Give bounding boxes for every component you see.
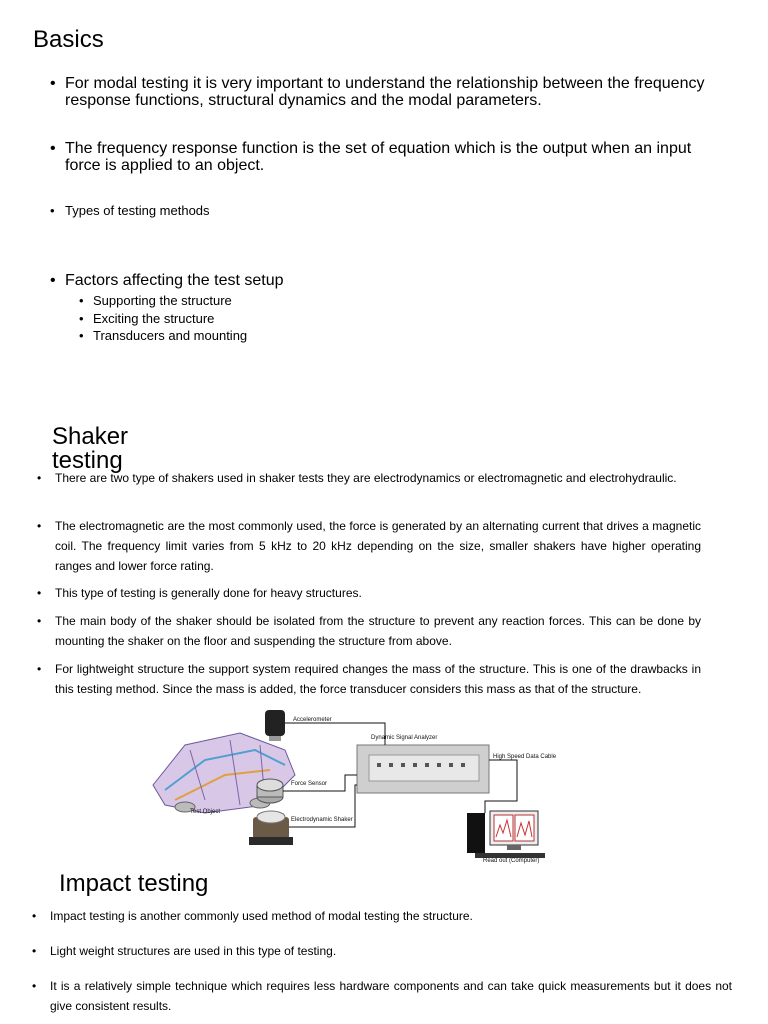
list-item bbox=[50, 75, 710, 109]
bullet-icon: • bbox=[37, 519, 42, 533]
bullet-icon: • bbox=[79, 293, 84, 308]
force-sensor-icon bbox=[257, 779, 283, 803]
label-data-cable: High Speed Data Cable bbox=[493, 754, 557, 760]
accelerometer-icon bbox=[265, 710, 285, 741]
list-item-text: The frequency response function is the set of equation which is the output when an input force is applied to an object. bbox=[65, 140, 692, 174]
bullet-icon: • bbox=[32, 909, 37, 923]
list-item bbox=[37, 516, 701, 576]
signal-analyzer-icon bbox=[357, 745, 489, 793]
list-item bbox=[50, 203, 210, 218]
list-item-text: Factors affecting the test setup bbox=[65, 272, 284, 289]
diagram-graphic bbox=[145, 705, 565, 870]
list-item bbox=[37, 659, 701, 699]
list-item bbox=[32, 941, 732, 961]
shaker-icon bbox=[249, 811, 293, 845]
sub-list-item: • Transducers and mounting bbox=[79, 328, 248, 343]
label-signal-analyzer: Dynamic Signal Analyzer bbox=[371, 735, 438, 741]
list-item-text: Types of testing methods bbox=[65, 203, 210, 218]
list-item bbox=[37, 583, 701, 603]
list-item bbox=[50, 272, 284, 290]
bullet-icon: • bbox=[50, 203, 55, 218]
bullet-icon: • bbox=[37, 586, 42, 600]
label-readout: Read out (Computer) bbox=[483, 858, 540, 864]
label-accelerometer: Accelerometer bbox=[293, 717, 332, 723]
list-item bbox=[37, 468, 701, 488]
list-item-text: The main body of the shaker should be isolated from the structure to prevent any reaction forces. This can be done by mounting the shaker on the floor and suspending the structure from above. bbox=[55, 614, 701, 648]
list-item-text: Impact testing is another commonly used method of modal testing the structure. bbox=[50, 909, 473, 923]
list-item-text: This type of testing is generally done for heavy structures. bbox=[55, 586, 362, 600]
bullet-icon: • bbox=[79, 311, 84, 326]
bullet-icon: • bbox=[50, 272, 56, 289]
label-test-object: Test Object bbox=[190, 809, 221, 815]
sub-list-item: • Supporting the structure bbox=[79, 293, 232, 308]
list-item-text: Light weight structures are used in this type of testing. bbox=[50, 944, 337, 958]
list-item bbox=[32, 906, 732, 926]
list-item-text: For lightweight structure the support system required changes the mass of the structure. This is one of the drawbacks in this testing method. Since the mass is added, the force transducer considers this mass as that of the structure. bbox=[55, 662, 701, 696]
computer-icon bbox=[467, 811, 545, 858]
bullet-icon: • bbox=[32, 944, 37, 958]
list-item-text: It is a relatively simple technique which requires less hardware components and can take quick measurements but it does not give consistent results. bbox=[50, 979, 732, 1013]
section-title-impact: Impact testing bbox=[59, 870, 209, 897]
bullet-icon: • bbox=[32, 979, 37, 993]
label-shaker: Electrodynamic Shaker bbox=[291, 817, 353, 823]
list-item bbox=[32, 976, 732, 1016]
bullet-icon: • bbox=[79, 328, 84, 343]
list-item-text: For modal testing it is very important to understand the relationship between the frequency response functions, structural dynamics and the modal parameters. bbox=[65, 75, 705, 109]
section-title-shaker: Shaker testing bbox=[52, 423, 129, 474]
bullet-icon: • bbox=[37, 614, 42, 628]
label-force-sensor: Force Sensor bbox=[291, 781, 328, 787]
list-item-text: There are two type of shakers used in shaker tests they are electrodynamics or electromagnetic and electrohydraulic. bbox=[55, 471, 677, 485]
bullet-icon: • bbox=[37, 662, 42, 676]
bullet-icon: • bbox=[37, 471, 42, 485]
list-item bbox=[50, 140, 710, 174]
shaker-test-diagram bbox=[145, 705, 565, 870]
bullet-icon: • bbox=[50, 75, 56, 92]
bullet-icon: • bbox=[50, 140, 56, 157]
sub-list-item: • Exciting the structure bbox=[79, 311, 215, 326]
list-item bbox=[37, 611, 701, 651]
section-title-basics: Basics bbox=[33, 26, 104, 53]
list-item-text: The electromagnetic are the most commonly used, the force is generated by an alternating current that drives a magnetic coil. The frequency limit varies from 5 kHz to 20 kHz depending on the size, smaller shakers have higher operating ranges and lower force rating. bbox=[55, 519, 701, 573]
